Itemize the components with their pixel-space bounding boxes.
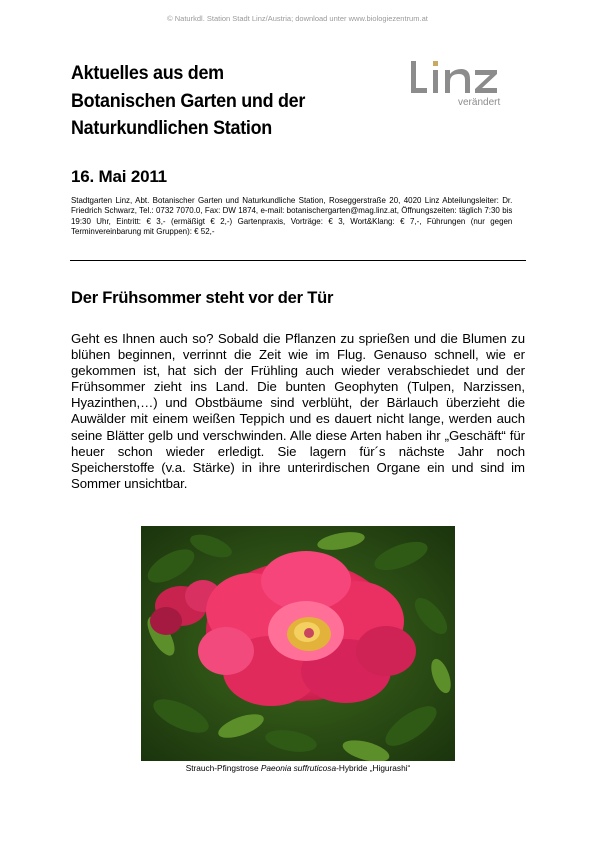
linz-logo — [408, 58, 518, 110]
photo-caption — [141, 763, 455, 773]
article-body: Geht es Ihnen auch so? Sobald die Pflanzen zu sprießen und die Blumen zu blühen beginnen, verrinnt die Zeit wie im Flug. Genauso schnell, wie er gekommen ist, hat sich der Frühling auch wieder verabschiedet und der Frühsommer zieht ins Land. Die bunten Geophyten (Tulpen, Narzissen, Hyazinthen,…) und Obstbäume sind verblüht, der Bärlauch überzieht die Auwälder mit einem weißen Teppich und es dauert nicht lange, werden auch seine Blätter gelb und verschwinden. Alle diese Arten haben ihr „Geschäft“ für heuer schon wieder erledigt. Sie lagern für´s nächste Jahr noch Speicherstoffe (v.a. Stärke) in ihre unterirdischen Organe ein und sind im Sommer unsichtbar. — [71, 331, 525, 491]
title-line-3: Naturkundlichen Station — [71, 117, 272, 139]
caption-species: Paeonia suffruticosa — [260, 763, 337, 773]
peony-photo — [141, 526, 455, 761]
title-line-1: Aktuelles aus dem — [71, 62, 224, 84]
divider — [70, 260, 526, 261]
page-title — [71, 60, 347, 143]
caption-suffix: -Hybride „Higurashi“ — [336, 763, 411, 773]
caption-prefix: Strauch-Pfingstrose — [185, 763, 261, 773]
title-line-2: Botanischen Garten und der — [71, 89, 306, 112]
watermark: © Naturkdl. Station Stadt Linz/Austria; download unter www.biologiezentrum.at — [167, 14, 428, 23]
date: 16. Mai 2011 — [71, 167, 167, 186]
svg-text:verändert: verändert — [458, 97, 501, 108]
address-block: Stadtgarten Linz, Abt. Botanischer Garten und Naturkundliche Station, Roseggerstraße 20, 4020 Linz Abteilungsleiter: Dr. Friedrich Schwarz, Tel.: 0732 7070.0, Fax: DW 1874, e-mail: botanischergarten@mag.linz.at, Öffnungszeiten: täglich 7:30 bis 19:30 Uhr, Eintritt: € 3,- (ermäßigt € 2,-) Gartenpraxis, Vorträge: € 3, Wort&Klang: € 7,-, Führungen (nur gegen Terminvereinbarung mit Gruppen): € 52,- — [71, 196, 513, 236]
article-heading: Der Frühsommer steht vor der Tür — [71, 289, 334, 307]
